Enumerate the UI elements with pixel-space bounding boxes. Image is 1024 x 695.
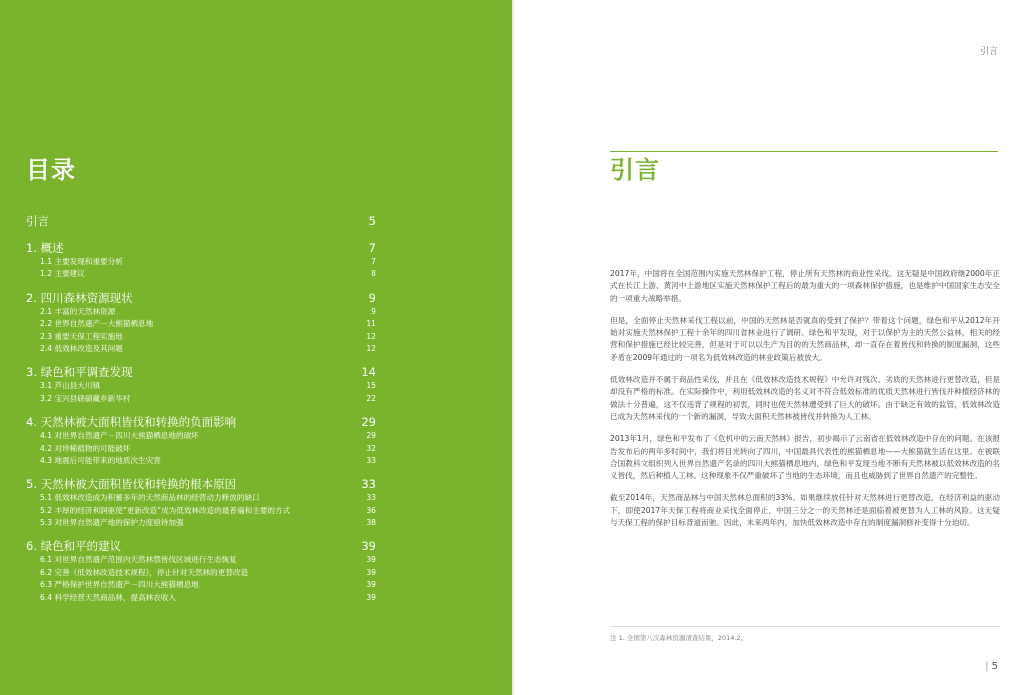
toc-entry-page: 14 — [361, 365, 376, 380]
toc-entry-title: 5.2 丰厚的经济利润驱使“更新改造”成为低效林改造的最普遍和主要的方式 — [40, 505, 291, 515]
toc-entry-page: 33 — [366, 493, 376, 503]
toc-chapter-entry[interactable] — [26, 476, 376, 492]
toc-section-entry[interactable] — [26, 554, 376, 566]
toc-entry-page: 22 — [366, 393, 376, 403]
toc-entry-title: 3. 绿色和平调查发现 — [26, 365, 133, 380]
toc-section-entry[interactable] — [26, 306, 376, 318]
toc-entry-page: 36 — [366, 505, 376, 515]
toc-entry-title: 2.2 世界自然遗产－大熊猫栖息地 — [40, 319, 154, 329]
toc-entry-title: 6.3 严格保护世界自然遗产－四川大熊猫栖息地 — [40, 580, 199, 590]
footnote-rule — [610, 626, 1000, 627]
toc-entry-title: 2.1 丰富的天然林资源 — [40, 306, 116, 316]
toc-spacer — [26, 467, 376, 476]
toc-entry-title: 6. 绿色和平的建议 — [26, 539, 122, 554]
toc-entry-title: 6.4 科学经营天然商品林，提高林农收入 — [40, 592, 176, 602]
toc-section-entry[interactable] — [26, 268, 376, 280]
toc-section-entry[interactable] — [26, 505, 376, 517]
toc-entry-title: 4.2 对珍稀植物的可能破坏 — [40, 443, 131, 453]
running-header: 引言 — [979, 47, 998, 57]
toc-chapter-entry[interactable] — [26, 290, 376, 306]
intro-title: 引言 — [610, 156, 660, 184]
toc-entry-page: 29 — [361, 415, 376, 430]
toc-entry-page: 39 — [366, 580, 376, 590]
toc-spacer — [26, 355, 376, 364]
toc-entry-page: 32 — [366, 443, 376, 453]
page-number-bar: | — [985, 661, 989, 672]
toc-entry-title: 6.2 完善《低效林改造技术规程》，停止针对天然林的更替改造 — [40, 567, 249, 577]
toc-entry-page: 7 — [368, 241, 376, 255]
intro-paragraph: 但是，全面停止天然林采伐工程以前，中国的天然林是否就真的受到了保护？带着这个问题，绿色和平从2012年开始对实施天然林保护工程十余年的四川省林业进行了调研。绿色和平发现，对于以保护为主的天然公益林，相关的经营和保护措施已经比较完善，但是对于可以以生产为目的的天然商品林，却一直存在着皆伐和转换的制度漏洞，这些矛盾在2009年通过的一项名为低效林改造的林业政策后被放大。 — [610, 315, 1000, 362]
toc-entry-title: 4. 天然林被大面积皆伐和转换的负面影响 — [26, 415, 237, 430]
toc-section-entry[interactable] — [26, 318, 376, 330]
toc-entry-page: 12 — [366, 343, 376, 353]
title-rule — [610, 151, 998, 152]
toc-spacer — [26, 529, 376, 538]
intro-body — [610, 268, 1000, 539]
toc-entry-title: 1.2 主要建议 — [40, 269, 85, 279]
footnote: 注 1. 全国第八次森林资源清查结果，2014.2。 — [610, 634, 748, 642]
toc-spacer — [26, 405, 376, 414]
toc-section-entry[interactable] — [26, 592, 376, 604]
toc-entry-page: 39 — [366, 567, 376, 577]
toc-section-entry[interactable] — [26, 256, 376, 268]
toc-list — [26, 213, 376, 604]
toc-entry-title: 5.3 对世界自然遗产地的保护力度亟待加强 — [40, 518, 184, 528]
toc-entry-title: 1. 概述 — [26, 241, 64, 255]
toc-section-entry[interactable] — [26, 492, 376, 504]
toc-entry-page: 39 — [366, 555, 376, 565]
toc-section-entry[interactable] — [26, 331, 376, 343]
toc-entry-title: 5. 天然林被大面积皆伐和转换的根本原因 — [26, 477, 237, 492]
toc-section-entry[interactable] — [26, 380, 376, 392]
toc-entry-page: 7 — [371, 257, 376, 266]
toc-chapter-entry[interactable] — [26, 240, 376, 256]
toc-entry-page: 5 — [368, 214, 376, 228]
page-number-value: 5 — [991, 661, 998, 672]
toc-entry-title: 2.4 低效林改造及其问题 — [40, 343, 123, 353]
toc-entry-page: 12 — [366, 331, 376, 341]
toc-entry-title: 2. 四川森林资源现状 — [26, 290, 133, 305]
toc-section-entry[interactable] — [26, 443, 376, 455]
page-number — [985, 661, 998, 672]
toc-entry-title: 3.1 芦山县大川镇 — [40, 381, 101, 391]
toc-entry-page: 39 — [361, 539, 376, 554]
toc-spacer — [26, 281, 376, 290]
intro-page — [514, 0, 1024, 695]
intro-paragraph: 截至2014年，天然商品林与中国天然林总面积的33%。如果继续放任针对天然林进行更替改造，在经济利益的驱动下，即使2017年天保工程将商业采伐全面停止，中国三分之一的天然林还是面临着被更替为人工林的风险。这无疑与天保工程的保护目标背道而驰。因此，未来两年内，加快低效林改造中存在的制度漏洞修补变得十分迫切。 — [610, 493, 1000, 528]
toc-chapter-entry[interactable] — [26, 213, 376, 229]
toc-entry-title: 6.1 对世界自然遗产范围内天然林禁皆伐区域进行生态恢复 — [40, 555, 237, 565]
toc-spacer — [26, 229, 376, 240]
intro-paragraph: 2017年，中国将在全国范围内实施天然林保护工程，停止所有天然林的商业性采伐。这无疑是中国政府继2000年正式在长江上游、黄河中上游地区实施天然林保护工程后的最为重大的一项森林保护措施，也是维护中国国家生态安全的一项重大战略举措。 — [610, 269, 1000, 303]
toc-section-entry[interactable] — [26, 567, 376, 579]
intro-paragraph: 2013年1月，绿色和平发布了《危机中的云南天然林》报告，初步揭示了云南省在低效林改造中存在的问题。在该报告发布后的两年多时间中，我们将目光转向了四川，中国最具代表性的熊猫栖息地——大熊猫就生活在这里。在被联合国教科文组织列入世界自然遗产名录的四川大熊猫栖息地内，绿色和平发现当地不断有天然林被以低效林改造的名义皆伐，然后种植人工林。这种现象不仅严重破坏了当地的生态环境，而且也威胁到了世界自然遗产的完整性。 — [610, 434, 1000, 481]
toc-entry-title: 引言 — [26, 214, 49, 228]
toc-section-entry[interactable] — [26, 343, 376, 355]
toc-section-entry[interactable] — [26, 455, 376, 467]
toc-chapter-entry[interactable] — [26, 364, 376, 380]
toc-title: 目录 — [26, 156, 76, 184]
toc-entry-page: 33 — [361, 477, 376, 492]
intro-paragraph: 低效林改造并不属于商品性采伐，并且在《低效林改造技术规程》中允许对残次、劣质的天然林进行更替改造，但是却没有严格的标准。在实际操作中，利用低效林改造的名义对不符合低效标准的优质天然林进行皆伐并种植经济林的做法十分普遍，这不仅违背了规程的初衷，同时也使天然林遭受到了巨大的破坏。由于缺乏有效的监管，低效林改造已成为天然林采伐的一个新的漏洞，导致大面积天然林被皆伐并转换为人工林。 — [610, 375, 1000, 421]
toc-entry-page: 38 — [366, 518, 376, 528]
toc-chapter-entry[interactable] — [26, 538, 376, 554]
toc-entry-page: 9 — [368, 290, 376, 305]
toc-entry-page: 39 — [366, 592, 376, 602]
toc-entry-page: 29 — [366, 431, 376, 441]
toc-section-entry[interactable] — [26, 393, 376, 405]
toc-entry-title: 4.3 地震后可能带来的地质次生灾害 — [40, 455, 161, 465]
toc-chapter-entry[interactable] — [26, 414, 376, 430]
toc-entry-title: 3.2 宝兴县硗碛藏乡新华村 — [40, 393, 131, 403]
toc-entry-page: 9 — [371, 306, 376, 316]
toc-section-entry[interactable] — [26, 579, 376, 591]
toc-entry-title: 4.1 对世界自然遗产－四川大熊猫栖息地的破坏 — [40, 431, 199, 441]
toc-entry-page: 11 — [366, 319, 376, 329]
toc-entry-page: 33 — [366, 455, 376, 465]
toc-entry-page: 15 — [366, 381, 376, 391]
toc-entry-title: 1.1 主要发现和重要分析 — [40, 257, 123, 266]
toc-entry-page: 8 — [371, 269, 376, 279]
toc-entry-title: 5.1 低效林改造成为积蓄多年的天然商品林的经营动力释放的缺口 — [40, 493, 260, 503]
toc-section-entry[interactable] — [26, 517, 376, 529]
toc-entry-title: 2.3 重要天保工程实施地 — [40, 331, 123, 341]
toc-section-entry[interactable] — [26, 430, 376, 442]
